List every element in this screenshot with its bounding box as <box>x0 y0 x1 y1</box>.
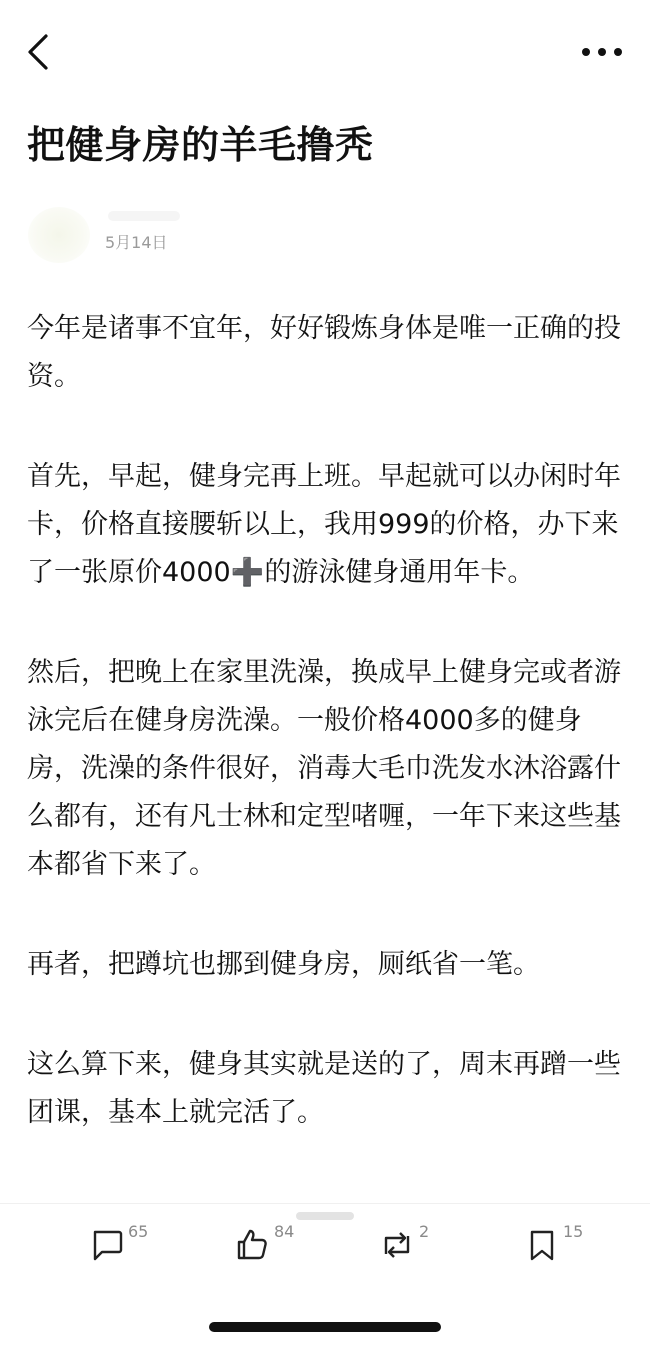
paragraph: 今年是诸事不宜年，好好锻炼身体是唯一正确的投资。 <box>27 313 621 392</box>
back-button[interactable] <box>22 32 62 72</box>
repost-icon <box>378 1228 416 1262</box>
comment-button[interactable] <box>90 1222 160 1270</box>
post-title: 把健身房的羊毛撸秃 <box>27 123 374 167</box>
more-horizontal-icon <box>580 40 624 64</box>
paragraph: 这么算下来，健身其实就是送的了，周末再蹭一些团课，基本上就完活了。 <box>27 1049 621 1128</box>
like-button[interactable] <box>235 1222 305 1270</box>
paragraph: 然后，把晚上在家里洗澡，换成早上健身完或者游泳完后在健身房洗澡。一般价格4000多的健身房，洗澡的条件很好，消毒大毛巾洗发水沐浴露什么都有，还有凡士林和定型啫喱，一年下来这些基本都省下来了。 <box>27 657 621 880</box>
paragraph: 首先，早起，健身完再上班。早起就可以办闲时年卡，价格直接腰斩以上，我用999的价格，办下来了一张原价4000➕的游泳健身通用年卡。 <box>27 461 621 588</box>
bookmark-count: 15 <box>563 1222 584 1241</box>
post-date: 5月14日 <box>105 233 168 252</box>
bookmark-button[interactable] <box>527 1222 587 1270</box>
post-content <box>27 305 627 1137</box>
repost-button[interactable] <box>378 1222 438 1270</box>
repost-count: 2 <box>419 1222 430 1241</box>
more-options-button[interactable] <box>580 40 624 64</box>
paragraph: 再者，把蹲坑也挪到健身房，厕纸省一笔。 <box>27 949 540 980</box>
comment-count: 65 <box>128 1222 149 1241</box>
like-count: 84 <box>274 1222 295 1241</box>
bookmark-icon <box>527 1228 557 1262</box>
chevron-left-icon <box>22 32 62 72</box>
author-row[interactable] <box>28 203 428 263</box>
top-bar <box>0 0 650 110</box>
comment-icon <box>90 1228 124 1262</box>
thumbs-up-icon <box>235 1228 269 1262</box>
home-indicator[interactable] <box>209 1322 441 1332</box>
avatar[interactable] <box>28 207 90 263</box>
author-name-blurred[interactable] <box>108 211 180 221</box>
drag-handle[interactable] <box>296 1212 354 1220</box>
